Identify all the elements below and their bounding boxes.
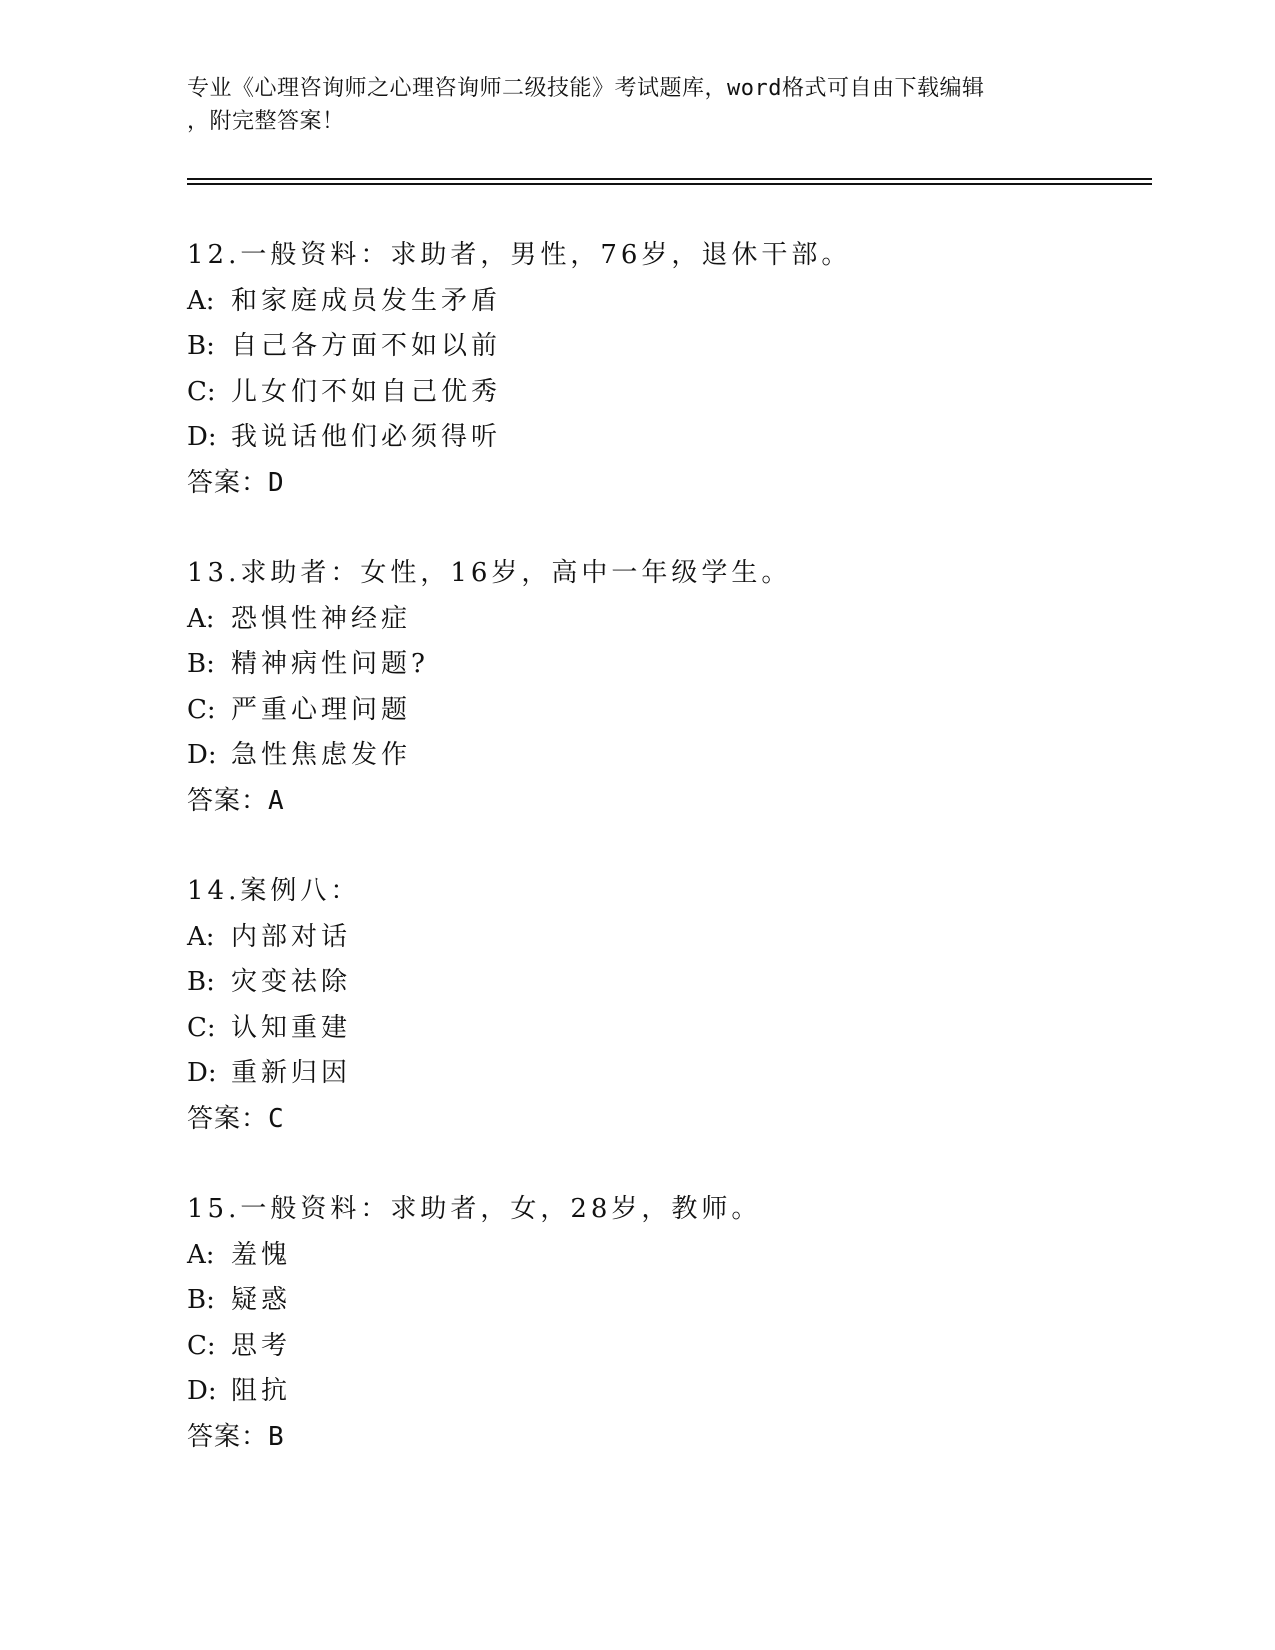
option-c	[187, 370, 1147, 416]
question-stem: 12.一般资料：求助者，男性，76岁，退休干部。	[187, 240, 852, 270]
option-text: 疑惑	[231, 1285, 292, 1315]
option-letter: C:	[187, 694, 216, 725]
option-letter: B:	[187, 649, 215, 679]
option-a	[187, 597, 1147, 643]
option-text: 思考	[231, 1330, 292, 1361]
option-text: 灾变祛除	[231, 967, 352, 997]
option-b	[187, 1278, 1147, 1324]
option-d	[187, 733, 1147, 779]
option-text: 和家庭成员发生矛盾	[231, 285, 502, 316]
option-a	[187, 1233, 1147, 1279]
option-text: 自己各方面不如以前	[231, 331, 502, 361]
option-letter: A:	[187, 921, 215, 952]
option-text: 认知重建	[231, 1012, 352, 1043]
answer-line: 答案：B	[187, 1421, 285, 1452]
option-text: 恐惧性神经症	[231, 603, 412, 634]
option-letter: D:	[187, 1058, 217, 1088]
option-letter: A:	[187, 1239, 215, 1270]
question-13	[187, 551, 1147, 824]
option-text: 我说话他们必须得听	[231, 422, 502, 452]
option-letter: C:	[187, 376, 216, 407]
answer-line: 答案：A	[187, 785, 285, 816]
question-stem: 15.一般资料：求助者，女，28岁，教师。	[187, 1194, 762, 1224]
option-b	[187, 324, 1147, 370]
question-15	[187, 1187, 1147, 1460]
option-b	[187, 960, 1147, 1006]
document-header	[187, 72, 1087, 138]
option-letter: C:	[187, 1012, 216, 1043]
option-d	[187, 415, 1147, 461]
option-letter: A:	[187, 285, 215, 316]
option-a	[187, 279, 1147, 325]
option-text: 精神病性问题?	[231, 649, 429, 679]
header-line-1: 专业《心理咨询师之心理咨询师二级技能》考试题库，word格式可自由下载编辑	[187, 76, 985, 101]
option-text: 重新归因	[231, 1058, 352, 1088]
option-letter: B:	[187, 1285, 215, 1315]
option-b	[187, 642, 1147, 688]
option-text: 内部对话	[231, 921, 352, 952]
option-text: 儿女们不如自己优秀	[231, 376, 502, 407]
header-divider-bottom	[187, 183, 1152, 185]
answer-line: 答案：C	[187, 1103, 285, 1134]
option-text: 严重心理问题	[231, 694, 412, 725]
answer-line: 答案：D	[187, 467, 285, 498]
option-a	[187, 915, 1147, 961]
question-14	[187, 869, 1147, 1142]
option-d	[187, 1051, 1147, 1097]
question-12	[187, 233, 1147, 506]
option-c	[187, 1006, 1147, 1052]
question-stem: 14.案例八：	[187, 876, 361, 906]
option-letter: A:	[187, 603, 215, 634]
option-text: 羞愧	[231, 1239, 292, 1270]
header-divider-top	[187, 178, 1152, 180]
option-letter: B:	[187, 967, 215, 997]
option-c	[187, 1324, 1147, 1370]
option-letter: D:	[187, 740, 217, 770]
question-stem: 13.求助者：女性，16岁，高中一年级学生。	[187, 558, 792, 588]
header-line-2: ，附完整答案！	[187, 109, 345, 134]
option-letter: C:	[187, 1330, 216, 1361]
option-letter: D:	[187, 422, 217, 452]
option-letter: B:	[187, 331, 215, 361]
option-text: 急性焦虑发作	[231, 740, 412, 770]
option-c	[187, 688, 1147, 734]
option-d	[187, 1369, 1147, 1415]
option-letter: D:	[187, 1376, 217, 1406]
option-text: 阻抗	[231, 1376, 292, 1406]
